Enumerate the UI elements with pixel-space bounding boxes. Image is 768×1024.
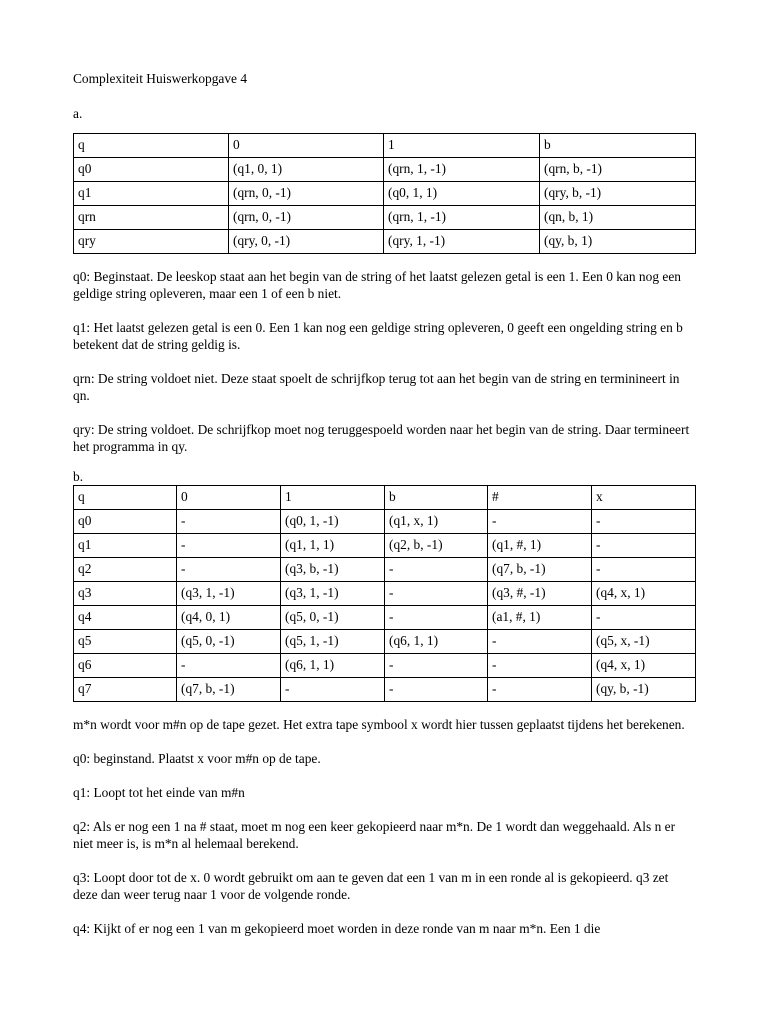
table-row	[74, 558, 696, 582]
table-cell: -	[592, 606, 696, 630]
table-cell: (q3, #, -1)	[488, 582, 592, 606]
table-cell: (q0, 1, -1)	[281, 510, 385, 534]
table-cell: (q7, b, -1)	[488, 558, 592, 582]
table-row	[74, 206, 696, 230]
table-cell: (qrn, 0, -1)	[229, 206, 384, 230]
state-cell: qry	[74, 230, 229, 254]
section-a-explanations	[73, 268, 695, 455]
state-b-description-q2: q2: Als er nog een 1 na # staat, moet m nog een keer gekopieerd naar m*n. De 1 wordt dan weggehaald. Als n er niet meer is, is m*n al helemaal berekend.	[73, 819, 676, 851]
table-a-header-row	[74, 134, 696, 158]
table-cell: (q3, 1, -1)	[281, 582, 385, 606]
table-cell: (qy, b, 1)	[540, 230, 696, 254]
table-row	[74, 510, 696, 534]
state-cell: q6	[74, 654, 177, 678]
table-cell: -	[592, 534, 696, 558]
state-description-qry: qry: De string voldoet. De schrijfkop moet nog teruggespoeld worden naar het begin van de string. Daar termineert het programma in qy.	[73, 422, 690, 454]
table-cell: -	[385, 654, 488, 678]
table-cell: -	[488, 654, 592, 678]
table-cell: -	[385, 558, 488, 582]
state-cell: q1	[74, 534, 177, 558]
table-cell: (qrn, b, -1)	[540, 158, 696, 182]
state-cell: q5	[74, 630, 177, 654]
table-cell: (q5, 0, -1)	[177, 630, 281, 654]
table-row	[74, 630, 696, 654]
table-row	[74, 534, 696, 558]
table-row	[74, 158, 696, 182]
table-cell: -	[488, 630, 592, 654]
table-cell: (qrn, 1, -1)	[384, 158, 540, 182]
table-cell: (q0, 1, 1)	[384, 182, 540, 206]
table-header-cell: 0	[229, 134, 384, 158]
transition-table-a	[73, 133, 696, 254]
table-cell: -	[592, 558, 696, 582]
tape-explanation: m*n wordt voor m#n op de tape gezet. Het extra tape symbool x wordt hier tussen geplaatst tijdens het berekenen.	[73, 717, 685, 732]
table-cell: -	[488, 510, 592, 534]
state-cell: q4	[74, 606, 177, 630]
table-cell: (q6, 1, 1)	[281, 654, 385, 678]
table-cell: (qrn, 1, -1)	[384, 206, 540, 230]
table-cell: (q6, 1, 1)	[385, 630, 488, 654]
state-b-description-q4: q4: Kijkt of er nog een 1 van m gekopieerd moet worden in deze ronde van m naar m*n. Een 1 die	[73, 921, 601, 936]
table-b-header-row	[74, 486, 696, 510]
table-cell: (q1, #, 1)	[488, 534, 592, 558]
table-cell: (q5, 0, -1)	[281, 606, 385, 630]
table-cell: -	[281, 678, 385, 702]
table-cell: (qrn, 0, -1)	[229, 182, 384, 206]
table-cell: (qn, b, 1)	[540, 206, 696, 230]
table-cell: (qry, 0, -1)	[229, 230, 384, 254]
table-cell: (q5, x, -1)	[592, 630, 696, 654]
table-cell: -	[488, 678, 592, 702]
table-cell: (q1, 0, 1)	[229, 158, 384, 182]
state-b-description-q3: q3: Loopt door tot de x. 0 wordt gebruikt om aan te geven dat een 1 van m in een ronde al is gekopieerd. q3 zet deze dan weer terug naar 1 voor de volgende ronde.	[73, 870, 669, 902]
state-description-q0: q0: Beginstaat. De leeskop staat aan het begin van de string of het laatst gelezen getal is een 1. Een 0 kan nog een geldige string opleveren, maar een 1 of een b niet.	[73, 269, 681, 301]
table-row	[74, 230, 696, 254]
document-title: Complexiteit Huiswerkopgave 4	[73, 71, 248, 86]
table-row	[74, 182, 696, 206]
document-page	[73, 70, 695, 954]
table-cell: (q4, x, 1)	[592, 582, 696, 606]
table-cell: -	[177, 558, 281, 582]
table-cell: (q7, b, -1)	[177, 678, 281, 702]
table-cell: (q1, x, 1)	[385, 510, 488, 534]
table-cell: (qy, b, -1)	[592, 678, 696, 702]
table-header-cell: b	[385, 486, 488, 510]
table-cell: -	[177, 510, 281, 534]
table-cell: (qry, 1, -1)	[384, 230, 540, 254]
table-cell: (q4, 0, 1)	[177, 606, 281, 630]
table-cell: (a1, #, 1)	[488, 606, 592, 630]
table-row	[74, 678, 696, 702]
state-b-description-q0: q0: beginstand. Plaatst x voor m#n op de tape.	[73, 751, 321, 766]
table-header-cell: 1	[384, 134, 540, 158]
table-cell: -	[385, 606, 488, 630]
table-row	[74, 654, 696, 678]
state-cell: q0	[74, 510, 177, 534]
state-description-q1: q1: Het laatst gelezen getal is een 0. Een 1 kan nog een geldige string opleveren, 0 geeft een ongelding string en b betekent dat de string geldig is.	[73, 320, 683, 352]
table-header-cell: 0	[177, 486, 281, 510]
table-header-cell: q	[74, 486, 177, 510]
state-cell: q0	[74, 158, 229, 182]
state-cell: q2	[74, 558, 177, 582]
table-cell: -	[177, 534, 281, 558]
table-header-cell: x	[592, 486, 696, 510]
table-cell: -	[385, 678, 488, 702]
transition-table-a-body	[74, 134, 696, 254]
state-cell: qrn	[74, 206, 229, 230]
table-cell: -	[177, 654, 281, 678]
table-row	[74, 582, 696, 606]
table-cell: (q5, 1, -1)	[281, 630, 385, 654]
section-b-explanations	[73, 716, 695, 937]
table-cell: (qry, b, -1)	[540, 182, 696, 206]
table-header-cell: #	[488, 486, 592, 510]
transition-table-b	[73, 485, 696, 702]
state-description-qrn: qrn: De string voldoet niet. Deze staat spoelt de schrijfkop terug tot aan het begin van de string en terminineert in qn.	[73, 371, 680, 403]
section-b-label: b.	[73, 469, 84, 484]
table-cell: (q2, b, -1)	[385, 534, 488, 558]
state-cell: q7	[74, 678, 177, 702]
transition-table-b-body	[74, 486, 696, 702]
state-b-description-q1: q1: Loopt tot het einde van m#n	[73, 785, 245, 800]
table-row	[74, 606, 696, 630]
table-cell: -	[385, 582, 488, 606]
table-cell: (q3, 1, -1)	[177, 582, 281, 606]
table-cell: (q3, b, -1)	[281, 558, 385, 582]
table-header-cell: 1	[281, 486, 385, 510]
table-cell: (q1, 1, 1)	[281, 534, 385, 558]
table-header-cell: b	[540, 134, 696, 158]
table-header-cell: q	[74, 134, 229, 158]
state-cell: q1	[74, 182, 229, 206]
section-a-label: a.	[73, 106, 83, 121]
table-cell: -	[592, 510, 696, 534]
state-cell: q3	[74, 582, 177, 606]
table-cell: (q4, x, 1)	[592, 654, 696, 678]
